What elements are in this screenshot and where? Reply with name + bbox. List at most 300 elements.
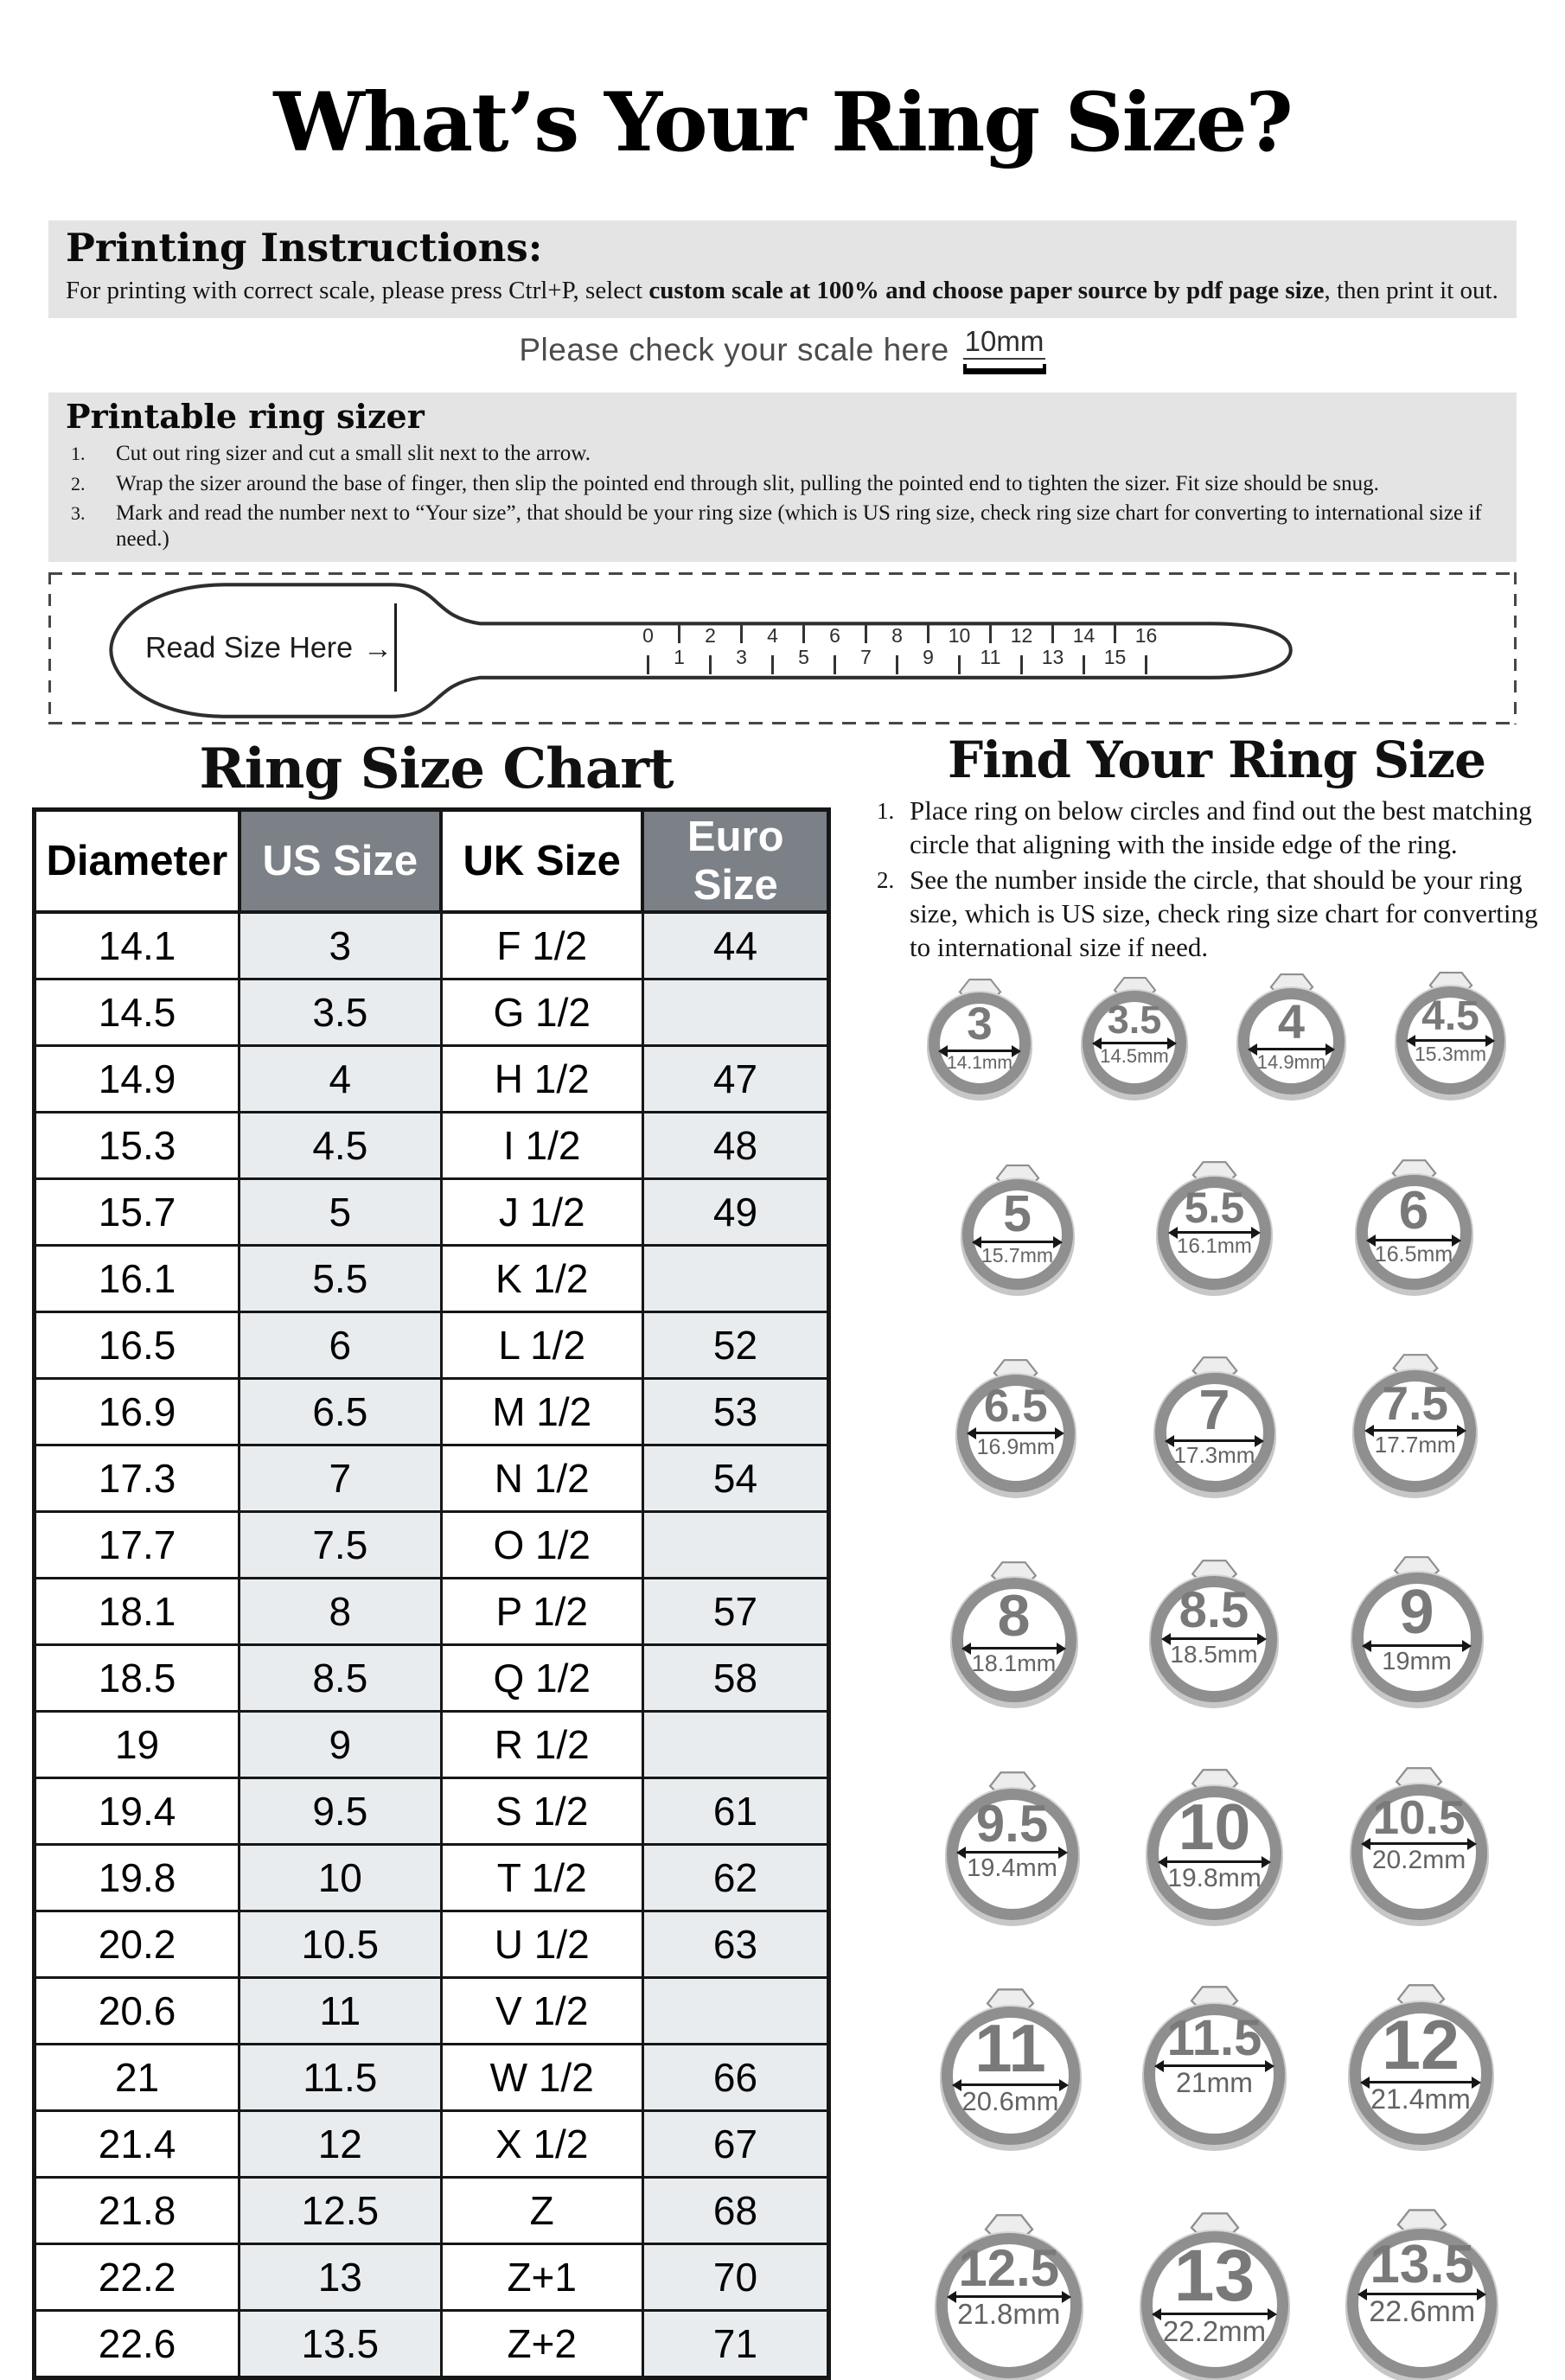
ring-hole bbox=[1162, 1582, 1266, 1691]
ring-diameter-label: 20.6mm bbox=[961, 2085, 1059, 2116]
ring-hole bbox=[940, 999, 1019, 1083]
table-cell: 3.5 bbox=[240, 979, 441, 1046]
ruler-number: 3 bbox=[736, 646, 747, 669]
ring-sizer-cutout bbox=[48, 572, 1517, 724]
step-text: Place ring on below circles and find out the best matching circle that aligning with the inside edge of the ring. bbox=[910, 795, 1532, 860]
find-ring-size-column bbox=[840, 731, 1565, 2380]
diameter-arrow-icon bbox=[974, 1241, 1060, 1243]
ring-circle bbox=[1147, 1768, 1281, 1920]
read-size-here-label bbox=[145, 632, 393, 666]
step-number: 1. bbox=[71, 443, 86, 465]
ring-circle bbox=[1141, 2211, 1288, 2378]
table-cell: 21 bbox=[35, 2045, 240, 2111]
table-cell: 20.2 bbox=[35, 1911, 240, 1978]
diameter-arrow-icon bbox=[1408, 1039, 1492, 1042]
ruler-number: 11 bbox=[980, 646, 1001, 669]
ruler-number: 10 bbox=[948, 624, 971, 648]
table-cell: 5.5 bbox=[240, 1246, 441, 1312]
ring-circle bbox=[1151, 1559, 1277, 1702]
ring-diameter-label: 18.1mm bbox=[971, 1649, 1057, 1676]
table-cell: 14.1 bbox=[35, 912, 240, 979]
ring-band bbox=[1354, 1370, 1476, 1492]
ring-circle bbox=[947, 1771, 1078, 1920]
ruler-tick bbox=[834, 655, 836, 674]
ruler-tick bbox=[1020, 655, 1023, 674]
table-cell: 22.2 bbox=[35, 2244, 240, 2311]
table-cell: 16.9 bbox=[35, 1379, 240, 1445]
table-cell: R 1/2 bbox=[441, 1712, 642, 1778]
diameter-arrow-icon bbox=[1367, 1429, 1464, 1432]
table-cell: 58 bbox=[642, 1645, 828, 1712]
ring-size-number: 9.5 bbox=[975, 1794, 1049, 1853]
read-size-here-text: Read Size Here bbox=[145, 631, 354, 665]
ring-band bbox=[1144, 2004, 1285, 2145]
table-cell: I 1/2 bbox=[441, 1113, 642, 1179]
table-cell: 61 bbox=[642, 1778, 828, 1845]
ring-size-number: 10 bbox=[1178, 1790, 1251, 1863]
find-ring-size-steps bbox=[877, 794, 1556, 964]
instruction-step bbox=[877, 863, 1556, 964]
table-row bbox=[35, 1978, 829, 2045]
printing-text-prefix: For printing with correct scale, please press Ctrl+P, select bbox=[66, 276, 649, 304]
ring-circle bbox=[1144, 1985, 1285, 2145]
table-row bbox=[35, 2311, 829, 2378]
table-cell: 47 bbox=[642, 1046, 828, 1113]
page-title: What’s Your Ring Size? bbox=[273, 74, 1292, 170]
ring-band bbox=[1347, 2229, 1497, 2378]
diameter-arrow-icon bbox=[1154, 2313, 1275, 2315]
table-cell: 67 bbox=[642, 2111, 828, 2178]
table-cell: 66 bbox=[642, 2045, 828, 2111]
table-cell: 3 bbox=[240, 912, 441, 979]
table-row bbox=[35, 2178, 829, 2244]
step-number: 2. bbox=[877, 867, 895, 894]
ring-size-chart-column bbox=[32, 735, 840, 2380]
table-cell: Z+2 bbox=[441, 2311, 642, 2378]
table-cell: W 1/2 bbox=[441, 2045, 642, 2111]
ring-row bbox=[877, 1353, 1556, 1492]
instruction-step bbox=[71, 501, 1499, 552]
diameter-arrow-icon bbox=[964, 1647, 1063, 1649]
diameter-arrow-icon bbox=[1171, 1231, 1259, 1234]
table-cell: 44 bbox=[642, 912, 828, 979]
table-header-cell: US Size bbox=[240, 810, 441, 913]
table-cell: X 1/2 bbox=[441, 2111, 642, 2178]
table-cell: O 1/2 bbox=[441, 1512, 642, 1579]
table-cell: N 1/2 bbox=[441, 1445, 642, 1512]
instruction-step bbox=[71, 441, 1499, 467]
ring-diameter-label: 16.1mm bbox=[1177, 1234, 1252, 1258]
ruler-tick bbox=[1114, 624, 1116, 643]
table-cell: 8.5 bbox=[240, 1645, 441, 1712]
instruction-step bbox=[71, 471, 1499, 497]
ring-size-number: 13 bbox=[1173, 2235, 1255, 2317]
ring-hole bbox=[1365, 1375, 1465, 1481]
ring-diameter-label: 22.2mm bbox=[1162, 2315, 1267, 2348]
ruler-number: 7 bbox=[860, 646, 872, 669]
ruler-number: 9 bbox=[923, 646, 934, 669]
ring-size-number: 6.5 bbox=[983, 1380, 1048, 1432]
step-number: 1. bbox=[877, 798, 895, 825]
diameter-arrow-icon bbox=[1160, 1860, 1268, 1863]
ring-band bbox=[1351, 1784, 1487, 1920]
scale-check-label: Please check your scale here bbox=[519, 332, 949, 368]
table-cell: 70 bbox=[642, 2244, 828, 2311]
ring-hole bbox=[1155, 2009, 1274, 2134]
ring-band bbox=[1083, 991, 1186, 1094]
ring-band bbox=[1396, 986, 1504, 1094]
step-text: See the number inside the circle, that should be your ring size, which is US size, check ring size chart for converting to international size if need. bbox=[910, 865, 1538, 963]
table-cell: H 1/2 bbox=[441, 1046, 642, 1113]
ring-hole bbox=[948, 2239, 1070, 2367]
table-cell: 6.5 bbox=[240, 1379, 441, 1445]
ring-diameter-label: 20.2mm bbox=[1371, 1846, 1466, 1875]
ring-circle bbox=[1352, 1555, 1482, 1702]
ruler-tick bbox=[927, 624, 929, 643]
table-cell: Z bbox=[441, 2178, 642, 2244]
table-row bbox=[35, 979, 829, 1046]
ring-circle bbox=[957, 1358, 1075, 1492]
ring-hole bbox=[1094, 998, 1175, 1083]
printing-instructions-heading: Printing Instructions: bbox=[66, 224, 543, 271]
ring-diameter-label: 22.6mm bbox=[1369, 2295, 1476, 2329]
table-cell: 18.5 bbox=[35, 1645, 240, 1712]
ring-band bbox=[1352, 1573, 1482, 1702]
ring-diameter-label: 16.5mm bbox=[1374, 1241, 1453, 1267]
ring-band bbox=[1141, 2231, 1288, 2378]
table-cell: L 1/2 bbox=[441, 1312, 642, 1379]
scale-marker bbox=[963, 327, 1046, 374]
table-cell: 9 bbox=[240, 1712, 441, 1778]
table-cell: 12.5 bbox=[240, 2178, 441, 2244]
ring-band bbox=[929, 992, 1031, 1094]
table-cell: 15.7 bbox=[35, 1179, 240, 1246]
ring-diameter-label: 16.9mm bbox=[976, 1434, 1055, 1459]
diameter-arrow-icon bbox=[1095, 1042, 1173, 1044]
table-cell: 4 bbox=[240, 1046, 441, 1113]
ring-circles-grid bbox=[877, 971, 1556, 2378]
instruction-step bbox=[877, 794, 1556, 861]
ring-band bbox=[947, 1789, 1078, 1920]
ring-hole bbox=[1153, 2235, 1277, 2367]
table-row bbox=[35, 1246, 829, 1312]
ring-diameter-label: 19.4mm bbox=[967, 1854, 1057, 1882]
ring-size-number: 5.5 bbox=[1184, 1183, 1245, 1232]
ruler-number: 14 bbox=[1072, 624, 1096, 648]
ruler-tick bbox=[958, 655, 961, 674]
printing-instructions-section bbox=[48, 220, 1517, 319]
table-cell: 63 bbox=[642, 1911, 828, 1978]
ruler-number: 5 bbox=[798, 646, 809, 669]
ring-diameter-label: 18.5mm bbox=[1170, 1640, 1258, 1668]
ring-size-number: 7.5 bbox=[1382, 1375, 1448, 1430]
ring-hole bbox=[1159, 1790, 1270, 1909]
table-row bbox=[35, 1579, 829, 1645]
table-cell: G 1/2 bbox=[441, 979, 642, 1046]
ring-circle bbox=[1354, 1353, 1476, 1492]
ring-row bbox=[877, 1158, 1556, 1290]
ring-size-number: 5 bbox=[1003, 1184, 1032, 1242]
table-cell: 17.3 bbox=[35, 1445, 240, 1512]
table-row bbox=[35, 1512, 829, 1579]
table-cell: 13 bbox=[240, 2244, 441, 2311]
table-row bbox=[35, 1179, 829, 1246]
ring-circle bbox=[1155, 1356, 1274, 1492]
table-header-cell: Euro Size bbox=[642, 810, 828, 913]
table-cell: 22.6 bbox=[35, 2311, 240, 2378]
table-cell: 52 bbox=[642, 1312, 828, 1379]
table-cell: Z+1 bbox=[441, 2244, 642, 2311]
ruler-number: 4 bbox=[767, 624, 778, 648]
ruler-number: 12 bbox=[1010, 624, 1033, 648]
ruler-tick bbox=[678, 624, 680, 643]
ring-circle bbox=[952, 1560, 1076, 1702]
table-cell: J 1/2 bbox=[441, 1179, 642, 1246]
ring-hole bbox=[1364, 1578, 1471, 1691]
ring-size-number: 7 bbox=[1198, 1377, 1230, 1441]
table-cell: 7.5 bbox=[240, 1512, 441, 1579]
table-row bbox=[35, 1312, 829, 1379]
ring-diameter-label: 21.4mm bbox=[1370, 2083, 1471, 2115]
ring-band bbox=[957, 1375, 1075, 1492]
ring-diameter-label: 15.3mm bbox=[1414, 1043, 1487, 1066]
ruler-number: 13 bbox=[1041, 646, 1064, 669]
diameter-arrow-icon bbox=[1250, 1048, 1332, 1050]
ring-band bbox=[942, 2007, 1080, 2145]
table-cell: 19.4 bbox=[35, 1778, 240, 1845]
scale-check-row bbox=[0, 327, 1565, 380]
ruler-tick bbox=[771, 655, 774, 674]
ring-circle bbox=[929, 978, 1031, 1094]
table-cell: 54 bbox=[642, 1445, 828, 1512]
table-cell: 62 bbox=[642, 1845, 828, 1911]
ring-size-number: 8 bbox=[997, 1583, 1031, 1649]
table-cell: 18.1 bbox=[35, 1579, 240, 1645]
ring-hole bbox=[974, 1184, 1062, 1279]
ring-circle bbox=[1351, 1766, 1487, 1920]
ring-band bbox=[1357, 1175, 1472, 1290]
table-row bbox=[35, 2244, 829, 2311]
table-cell: 57 bbox=[642, 1579, 828, 1645]
ruler-tick bbox=[802, 624, 805, 643]
table-cell: 12 bbox=[240, 2111, 441, 2178]
ring-hole bbox=[1408, 993, 1493, 1083]
diameter-arrow-icon bbox=[969, 1432, 1062, 1434]
ring-hole bbox=[1358, 2235, 1485, 2367]
scale-length-label: 10mm bbox=[963, 327, 1046, 360]
ring-diameter-label: 21.8mm bbox=[957, 2298, 1061, 2331]
table-header-cell: Diameter bbox=[35, 810, 240, 913]
ring-size-number: 9 bbox=[1399, 1578, 1434, 1648]
ring-band bbox=[1155, 1373, 1274, 1492]
diameter-arrow-icon bbox=[941, 1050, 1018, 1052]
ring-diameter-label: 17.3mm bbox=[1173, 1441, 1255, 1468]
table-cell: 8 bbox=[240, 1579, 441, 1645]
ruler-tick bbox=[1051, 624, 1054, 643]
table-cell: 21.8 bbox=[35, 2178, 240, 2244]
table-cell: 5 bbox=[240, 1179, 441, 1246]
ring-diameter-label: 19mm bbox=[1382, 1648, 1452, 1676]
table-cell bbox=[642, 979, 828, 1046]
ring-size-table bbox=[32, 807, 831, 2380]
ruler-number: 2 bbox=[705, 624, 716, 648]
ruler-number: 8 bbox=[891, 624, 903, 648]
diameter-arrow-icon bbox=[1369, 1239, 1459, 1241]
ruler-tick bbox=[865, 624, 867, 643]
table-cell: 6 bbox=[240, 1312, 441, 1379]
diameter-arrow-icon bbox=[1364, 1644, 1468, 1647]
table-row bbox=[35, 1712, 829, 1778]
ring-diameter-label: 19.8mm bbox=[1167, 1863, 1262, 1892]
ring-row bbox=[877, 1766, 1556, 1920]
printing-text-bold: custom scale at 100% and choose paper source by pdf page size bbox=[648, 276, 1325, 304]
ring-size-number: 11.5 bbox=[1166, 2009, 1262, 2066]
find-ring-size-title: Find Your Ring Size bbox=[947, 731, 1485, 790]
table-cell: 16.5 bbox=[35, 1312, 240, 1379]
diameter-arrow-icon bbox=[949, 2295, 1069, 2298]
step-number: 3. bbox=[71, 502, 86, 525]
ruler-number: 0 bbox=[642, 624, 654, 648]
ring-row bbox=[877, 1555, 1556, 1702]
table-cell: 16.1 bbox=[35, 1246, 240, 1312]
printable-sizer-section bbox=[48, 392, 1517, 562]
ring-band bbox=[962, 1179, 1073, 1290]
ring-size-number: 8.5 bbox=[1179, 1582, 1249, 1639]
ruler-tick bbox=[1145, 655, 1147, 674]
ring-hole bbox=[963, 1583, 1065, 1691]
ruler-tick bbox=[896, 655, 898, 674]
ruler-tick bbox=[1083, 655, 1085, 674]
diameter-arrow-icon bbox=[1164, 1637, 1264, 1640]
arrow-right-icon: → bbox=[363, 632, 393, 666]
table-row bbox=[35, 2045, 829, 2111]
ring-hole bbox=[958, 1794, 1067, 1909]
ring-row bbox=[877, 971, 1556, 1094]
ring-circle bbox=[1158, 1160, 1271, 1290]
ring-hole bbox=[953, 2009, 1069, 2134]
table-cell: 20.6 bbox=[35, 1978, 240, 2045]
ring-hole bbox=[1166, 1377, 1263, 1481]
table-cell: 10.5 bbox=[240, 1911, 441, 1978]
ring-band bbox=[1238, 988, 1345, 1094]
ring-band bbox=[1350, 2002, 1492, 2145]
table-cell: 49 bbox=[642, 1179, 828, 1246]
table-cell: 4.5 bbox=[240, 1113, 441, 1179]
ring-row bbox=[877, 2208, 1556, 2378]
table-cell: 19.8 bbox=[35, 1845, 240, 1911]
table-cell: S 1/2 bbox=[441, 1778, 642, 1845]
table-cell: 11 bbox=[240, 1978, 441, 2045]
table-row bbox=[35, 1645, 829, 1712]
ring-diameter-label: 14.9mm bbox=[1256, 1050, 1326, 1073]
table-cell: 17.7 bbox=[35, 1512, 240, 1579]
ring-diameter-label: 17.7mm bbox=[1374, 1431, 1456, 1458]
table-cell: K 1/2 bbox=[441, 1246, 642, 1312]
table-cell bbox=[642, 1512, 828, 1579]
table-cell bbox=[642, 1978, 828, 2045]
ring-band bbox=[936, 2233, 1082, 2378]
table-cell: 48 bbox=[642, 1113, 828, 1179]
ring-hole bbox=[1169, 1183, 1260, 1279]
table-cell: 21.4 bbox=[35, 2111, 240, 2178]
ring-size-number: 10.5 bbox=[1372, 1790, 1466, 1844]
table-header-cell: UK Size bbox=[441, 810, 642, 913]
table-cell: 53 bbox=[642, 1379, 828, 1445]
step-text: Cut out ring sizer and cut a small slit next to the arrow. bbox=[116, 442, 591, 466]
ring-band bbox=[1151, 1576, 1277, 1702]
table-cell bbox=[642, 1712, 828, 1778]
content-columns bbox=[0, 731, 1565, 2380]
ring-circle bbox=[1357, 1158, 1472, 1290]
table-cell: 71 bbox=[642, 2311, 828, 2378]
diameter-arrow-icon bbox=[1364, 1842, 1473, 1845]
diameter-arrow-icon bbox=[1363, 2081, 1479, 2083]
sizer-ruler bbox=[636, 624, 1190, 674]
table-row bbox=[35, 1445, 829, 1512]
table-cell: M 1/2 bbox=[441, 1379, 642, 1445]
ring-diameter-label: 14.1mm bbox=[947, 1053, 1012, 1073]
table-cell: 14.5 bbox=[35, 979, 240, 1046]
slit-line bbox=[394, 603, 397, 692]
table-cell: U 1/2 bbox=[441, 1911, 642, 1978]
table-row bbox=[35, 1046, 829, 1113]
ring-circle bbox=[1083, 976, 1186, 1094]
ruler-number: 6 bbox=[829, 624, 840, 648]
ring-diameter-label: 15.7mm bbox=[981, 1243, 1054, 1267]
table-cell: F 1/2 bbox=[441, 912, 642, 979]
table-cell: 15.3 bbox=[35, 1113, 240, 1179]
table-cell: P 1/2 bbox=[441, 1579, 642, 1645]
ring-circle bbox=[1350, 1983, 1492, 2145]
table-cell: 19 bbox=[35, 1712, 240, 1778]
table-cell: V 1/2 bbox=[441, 1978, 642, 2045]
diameter-arrow-icon bbox=[1167, 1439, 1262, 1442]
ring-band bbox=[1158, 1177, 1271, 1290]
ruler-tick bbox=[647, 655, 649, 674]
table-cell: 10 bbox=[240, 1845, 441, 1911]
table-cell: 7 bbox=[240, 1445, 441, 1512]
ruler-tick bbox=[709, 655, 712, 674]
table-cell: 68 bbox=[642, 2178, 828, 2244]
ring-size-number: 3.5 bbox=[1107, 998, 1162, 1043]
ring-diameter-label: 21mm bbox=[1176, 2067, 1253, 2099]
ring-hole bbox=[1368, 1180, 1460, 1279]
ring-hole bbox=[1361, 2006, 1481, 2134]
diameter-arrow-icon bbox=[1157, 2064, 1272, 2067]
ring-circle bbox=[942, 1988, 1080, 2145]
step-text: Mark and read the number next to “Your size”, that should be your ring size (which is US ring size, check ring size chart for converting to international size if need.) bbox=[116, 501, 1482, 551]
step-number: 2. bbox=[71, 472, 86, 495]
ring-band bbox=[952, 1578, 1076, 1702]
table-row bbox=[35, 1113, 829, 1179]
ring-diameter-label: 14.5mm bbox=[1100, 1044, 1169, 1067]
printable-sizer-heading: Printable ring sizer bbox=[66, 397, 425, 437]
ruler-number: 15 bbox=[1103, 646, 1127, 669]
table-cell: Q 1/2 bbox=[441, 1645, 642, 1712]
ring-circle bbox=[936, 2213, 1082, 2378]
ring-size-number: 11 bbox=[974, 2009, 1046, 2086]
ruler-tick bbox=[740, 624, 743, 643]
ring-circle bbox=[962, 1164, 1073, 1290]
table-cell bbox=[642, 1246, 828, 1312]
ring-size-chart-title: Ring Size Chart bbox=[199, 737, 674, 802]
ruler-number: 1 bbox=[674, 646, 685, 669]
table-row bbox=[35, 1911, 829, 1978]
diameter-arrow-icon bbox=[1360, 2293, 1484, 2295]
ring-size-number: 12.5 bbox=[958, 2239, 1060, 2298]
table-cell: T 1/2 bbox=[441, 1845, 642, 1911]
ruler-tick bbox=[989, 624, 992, 643]
